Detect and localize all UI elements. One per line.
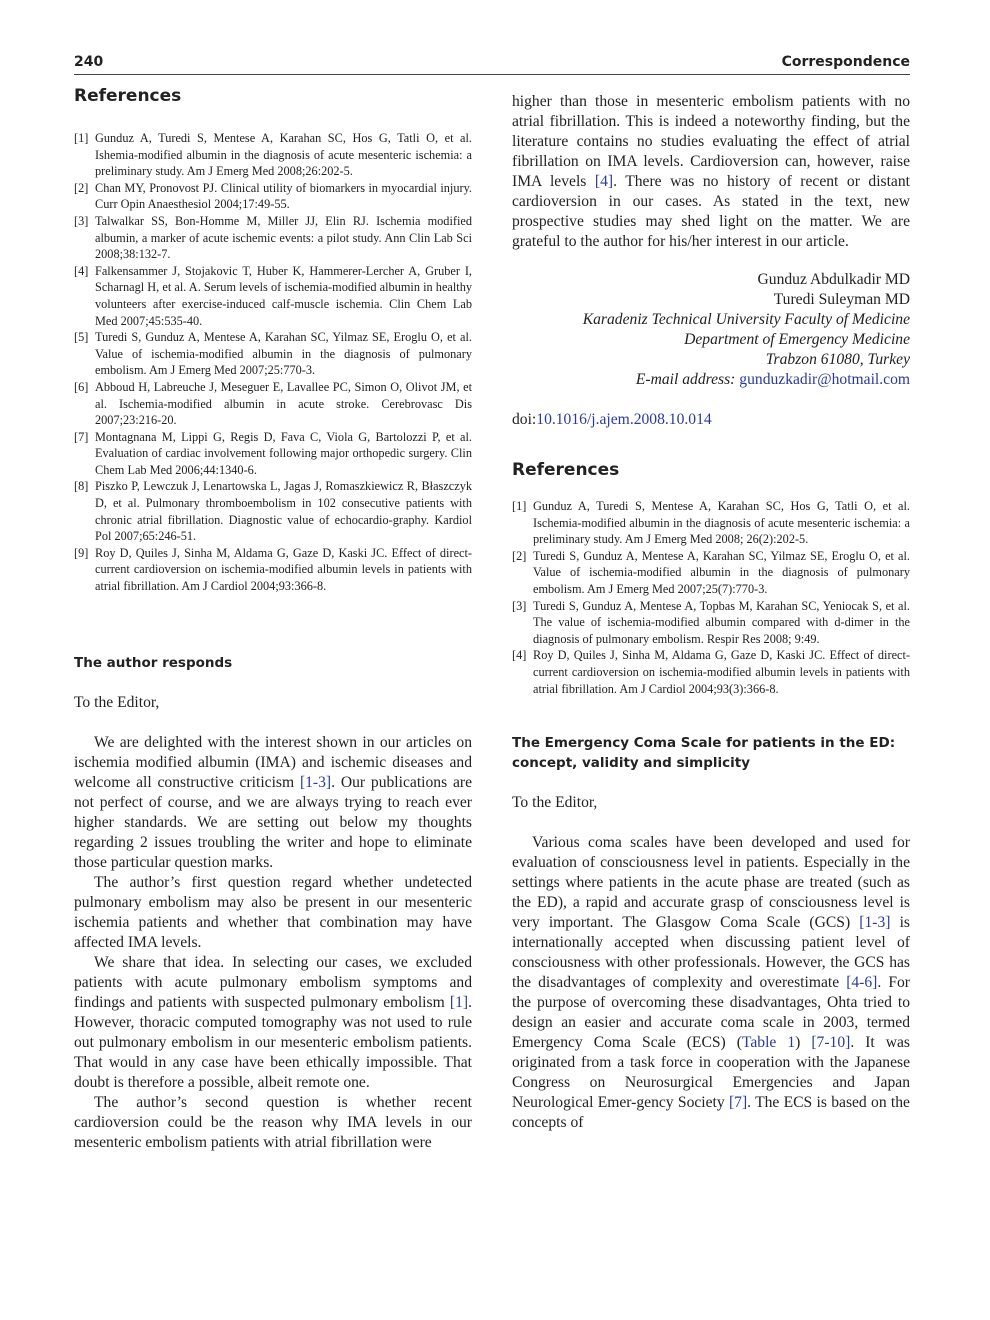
author-name: Turedi Suleyman MD (773, 291, 910, 308)
page-number: 240 (74, 54, 104, 70)
reference-item (74, 263, 472, 329)
right-column (512, 92, 910, 1133)
reference-text: Abboud H, Labreuche J, Meseguer E, Lavallee PC, Simon O, Olivot JM, et al. Ischemia-modified albumin in acute stroke. Cerebrovasc Dis 2007;23:216-20. (95, 379, 472, 428)
email-label: E-mail address: (635, 371, 736, 388)
reference-number: [2] (74, 180, 89, 195)
section-label: Correspondence (781, 54, 910, 70)
doi-link[interactable]: 10.1016/j.ajem.2008.10.014 (536, 411, 712, 428)
reference-number: [7] (74, 429, 89, 444)
affiliation: Trabzon 61080, Turkey (765, 351, 910, 368)
reference-text: Turedi S, Gunduz A, Mentese A, Topbas M, Karahan SC, Yeniocak S, et al. The value of ischemia-modified albumin compared with d-dimer in the diagnosis of pulmonary embolism. Respir Res 2008; 9:49. (533, 598, 910, 646)
reference-item (74, 180, 472, 213)
reference-number: [1] (512, 499, 527, 513)
text-run: . For the purpose of overcoming these disadvantages, Ohta tried to design an easier and accurate coma scale in 2003, termed Emergency Coma Scale (ECS) ( (512, 974, 910, 1052)
reference-text: Roy D, Quiles J, Sinha M, Aldama G, Gaze D, Kaski JC. Effect of direct-current cardioversion on ischemia-modified albumin levels in patients with atrial fibrillation. Am J Cardiol 2004;93:366-8. (95, 545, 472, 594)
reference-text: Turedi S, Gunduz A, Mentese A, Karahan SC, Yilmaz SE, Eroglu O, et al. Value of ischemia-modified albumin in the diagnosis of pulmonary embolism. Am J Emerg Med 2007;25:770-3. (95, 330, 472, 378)
reference-number: [2] (512, 548, 527, 563)
citation-link[interactable]: [1-3] (859, 914, 891, 932)
running-header (74, 54, 910, 75)
signature-block (512, 270, 910, 390)
paragraph: The author’s second question is whether recent cardioversion could be the reason why IMA levels in our mesenteric embolism patients with atrial fibrillation were (74, 1093, 472, 1151)
citation-link[interactable]: [1] (449, 993, 469, 1011)
reference-number: [9] (74, 545, 89, 560)
reference-text: Gunduz A, Turedi S, Mentese A, Karahan SC, Hos G, Tatli O, et al. Ischemia-modified albumin in the diagnosis of acute mesenteric ischemia: a preliminary study. Am J Emerg Med 2008; 26(2):202-5. (533, 499, 910, 547)
reference-number: [6] (74, 379, 89, 394)
text-run: . However, thoracic computed tomography was not used to rule out pulmonary embolism in our mesenteric embolism patients. That would in any case have been ethically impossible. That doubt is therefore a possible, albeit remote one. (74, 993, 472, 1091)
reference-number: [4] (74, 263, 89, 278)
reference-text: Roy D, Quiles J, Sinha M, Aldama G, Gaze D, Kaski JC. Effect of direct-current cardioversion on ischemia-modified albumin levels in patients with atrial fibrillation. Am J Cardiol 2004;93(3):366-8. (533, 648, 910, 696)
paragraph (74, 953, 472, 1093)
citation-link[interactable]: [4] (594, 173, 614, 190)
paragraph (512, 92, 910, 252)
reference-item (74, 379, 472, 429)
reference-text: Chan MY, Pronovost PJ. Clinical utility of biomarkers in myocardial injury. Curr Opin Anaesthesiol 2004;17:49-55. (95, 180, 472, 212)
salutation: To the Editor, (512, 794, 598, 812)
email-link[interactable]: gunduzkadir@hotmail.com (739, 371, 910, 388)
reference-list (74, 130, 472, 595)
affiliation: Department of Emergency Medicine (684, 331, 910, 348)
reference-item (512, 647, 910, 697)
doi-line (512, 410, 910, 430)
text-run: . The ECS is based on the concepts of (512, 1094, 910, 1132)
reference-item (74, 213, 472, 263)
reference-number: [5] (74, 330, 89, 345)
reference-number: [3] (74, 213, 89, 228)
reference-item (74, 130, 472, 180)
article-title: The Emergency Coma Scale for patients in the ED: concept, validity and simplicity (512, 735, 896, 772)
author-responds-heading: The author responds (74, 654, 233, 671)
reference-item (74, 429, 472, 479)
paragraph: The author’s first question regard whether undetected pulmonary embolism may also be present in our mesenteric ischemia patients and whether that combination may have affected IMA levels. (74, 873, 472, 951)
text-run: higher than those in mesenteric embolism patients with no atrial fibrillation. This is indeed a noteworthy finding, but the literature contains no studies evaluating the effect of atrial fibrillation on IMA levels. Cardioversion can, however, raise IMA levels (512, 93, 910, 190)
text-run: ) (795, 1034, 812, 1052)
citation-link[interactable]: [7-10] (811, 1034, 851, 1052)
reference-number: [1] (74, 131, 89, 145)
reference-item (512, 498, 910, 548)
text-run: Various coma scales have been developed and used for evaluation of consciousness level in patients. Especially in the settings where patients in the acute phase are treated (such as the ED), a rapid and accurate grasp of consciousness level is very important. The Glasgow Coma Scale (GCS) (512, 834, 910, 932)
text-run: We are delighted with the interest shown in our articles on ischemia modified albumin (IMA) and ischemic diseases and welcome all constructive criticism (74, 733, 472, 791)
reference-item (74, 329, 472, 379)
references-heading: References (74, 86, 182, 106)
reference-text: Turedi S, Gunduz A, Mentese A, Karahan SC, Yilmaz SE, Eroglu O, et al. Value of ischemia-modified albumin in the diagnosis of pulmonary embolism. Am J Emerg Med 2007;25(7):770-3. (533, 548, 910, 596)
reference-number: [4] (512, 648, 527, 663)
reference-item (74, 478, 472, 544)
text-run: . There was no history of recent or distant cardioversion in our cases. As stated in the text, new prospective studies may shed light on the matter. We are grateful to the author for his/her interest in our article. (512, 173, 910, 250)
reference-item (512, 598, 910, 648)
reference-text: Falkensammer J, Stojakovic T, Huber K, Hammerer-Lercher A, Gruber I, Scharnagl H, et al. A. Serum levels of ischemia-modified albumin in healthy volunteers after exercise-induced calf-muscle ischemia. Clin Chem Lab Med 2007;45:535-40. (95, 263, 472, 328)
reference-list (512, 498, 910, 697)
reference-number: [8] (74, 479, 89, 494)
reference-item (512, 548, 910, 598)
reference-item (74, 545, 472, 595)
text-run: We share that idea. In selecting our cases, we excluded patients with acute pulmonary embolism symptoms and findings and patients with suspected pulmonary embolism (74, 953, 472, 1011)
citation-link[interactable]: [7] (728, 1094, 748, 1112)
left-column (74, 86, 472, 1153)
text-run: is internationally accepted when discussing patient level of consciousness with other professionals. However, the GCS has the disadvantages of complexity and overestimate (512, 914, 910, 992)
citation-link[interactable]: [4-6] (846, 974, 878, 992)
paragraph (512, 833, 910, 1133)
references-heading: References (512, 460, 620, 480)
affiliation: Karadeniz Technical University Faculty of Medicine (582, 311, 910, 328)
citation-link[interactable]: [1-3] (299, 773, 332, 791)
reference-number: [3] (512, 598, 527, 613)
text-run: . Our publications are not perfect of course, and we are always trying to reach ever higher standards. We are setting out below my thoughts regarding 2 issues troubling the writer and hope to eliminate those particular question marks. (74, 773, 472, 871)
reference-text: Gunduz A, Turedi S, Mentese A, Karahan SC, Hos G, Tatli O, et al. Ishemia-modified albumin in the diagnosis of acute mesenteric ischemia: a preliminary study. Am J Emerg Med 2008;26:202-5. (95, 131, 472, 179)
email-line (512, 370, 910, 390)
reference-text: Piszko P, Lewczuk J, Lenartowska L, Jagas J, Romaszkiewicz R, Błaszczyk D, et al. Pulmonary thromboembolism in 102 consecutive patients with chronic atrial fibrillation. Diagnostic value of echocardio-graphy. Kardiol Pol 2007;65:246-51. (95, 479, 472, 544)
reference-text: Talwalkar SS, Bon-Homme M, Miller JJ, Elin RJ. Ischemia modified albumin, a marker of acute ischemic events: a pilot study. Ann Clin Lab Sci 2008;38:132-7. (95, 213, 472, 262)
doi-label: doi: (512, 411, 537, 428)
reference-text: Montagnana M, Lippi G, Regis D, Fava C, Viola G, Bartolozzi P, et al. Evaluation of cardiac involvement following major orthopedic surgery. Clin Chem Lab Med 2006;44:1340-6. (95, 429, 472, 477)
paragraph (74, 733, 472, 873)
author-name: Gunduz Abdulkadir MD (757, 271, 910, 288)
table-link[interactable]: Table 1 (741, 1034, 796, 1052)
salutation: To the Editor, (74, 693, 160, 711)
text-run: . It was originated from a task force in cooperation with the Japanese Congress on Neurosurgical Emergencies and Japan Neurological Emer-gency Society (512, 1034, 911, 1112)
